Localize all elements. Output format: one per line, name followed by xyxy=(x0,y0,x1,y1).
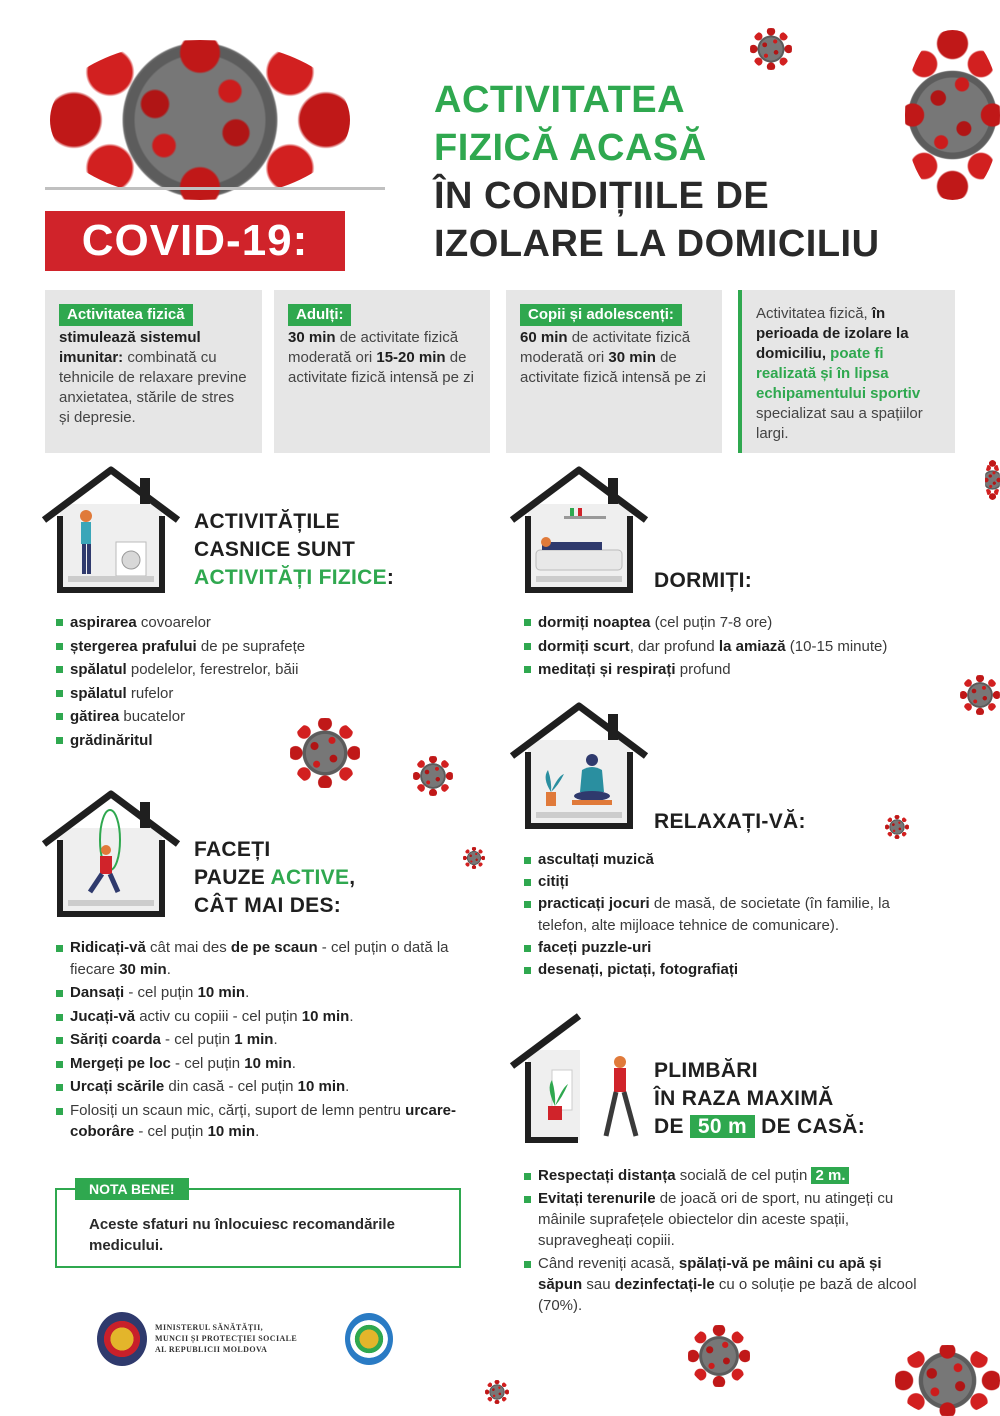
household-title xyxy=(194,508,394,592)
info-text: de activitate fizică intensă pe zi xyxy=(288,349,474,386)
title-divider xyxy=(45,187,385,190)
household-title-line-3: ACTIVITĂȚI FIZICE xyxy=(194,566,387,589)
info-text: specializat sau a spațiilor largi. xyxy=(756,405,923,442)
virus-illustration-bottom-right xyxy=(895,1345,1000,1416)
list-item: Ridicați-vă cât mai des de pe scaun - cel puțin o dată la fiecare 30 min. xyxy=(56,937,461,980)
list-item: gătirea bucatelor xyxy=(56,705,456,729)
household-list xyxy=(56,611,456,752)
house-icon-sleep xyxy=(508,464,650,594)
ministry-line-3: AL REPUBLICII MOLDOVA xyxy=(155,1345,268,1354)
sleep-list xyxy=(524,611,964,682)
list-item: ascultați muzică xyxy=(524,849,934,871)
sleep-title: DORMIȚI: xyxy=(654,569,753,592)
list-item: aspirarea covoarelor xyxy=(56,611,456,635)
title-line-2: FIZICĂ ACASĂ xyxy=(434,127,707,169)
ministry-name xyxy=(155,1322,325,1355)
household-title-colon: : xyxy=(386,566,395,589)
list-item: Când reveniți acasă, spălați-vă pe mâini cu apă și săpun sau dezinfectați-le cu o soluție pe bază de alcool (70%). xyxy=(524,1253,924,1316)
virus-illustration-mid-2 xyxy=(413,756,453,796)
walks-title xyxy=(654,1057,865,1141)
info-bold: stimulează sistemul imunitar: xyxy=(59,329,201,366)
info-text: combinată cu tehnicile de relaxare previne anxietatea, stările de stres și depresie. xyxy=(59,349,247,426)
nota-bene-text: Aceste sfaturi nu înlocuiesc recomandările medicului. xyxy=(89,1216,395,1254)
house-icon-household xyxy=(40,464,182,594)
info-box-children xyxy=(506,290,722,453)
list-item: dormiți noaptea (cel puțin 7-8 ore) xyxy=(524,611,964,635)
list-item: desenați, pictați, fotografiați xyxy=(524,959,934,981)
info-text: de activitate fizică moderată ori xyxy=(288,329,459,366)
house-icon-active-breaks xyxy=(40,788,182,918)
household-title-line-1: ACTIVITĂȚILE xyxy=(194,510,340,533)
active-breaks-list xyxy=(56,937,461,1143)
info-tag: Copii și adolescenți: xyxy=(520,304,682,326)
ministry-line-2: MUNCII ȘI PROTECȚIEI SOCIALE xyxy=(155,1334,298,1343)
info-text: de activitate fizică intensă pe zi xyxy=(520,349,706,386)
breaks-title-line-3: CÂT MAI DES: xyxy=(194,894,342,917)
info-bold: în perioada de izolare la domiciliu, xyxy=(756,305,909,362)
walks-title-line-1: PLIMBĂRI xyxy=(654,1059,758,1082)
virus-illustration-top-left xyxy=(50,40,350,200)
virus-illustration-mid-3 xyxy=(463,847,485,869)
list-item: meditați și respirați profund xyxy=(524,658,964,682)
list-item: practicați jocuri de masă, de societate (în familie, la telefon, alte mijloace tehnice de comunicare). xyxy=(524,893,934,937)
list-item: grădinăritul xyxy=(56,729,456,753)
info-green-text: poate fi realizată și în lipsa echipamentului sportiv xyxy=(756,345,921,402)
info-box-immunity xyxy=(45,290,262,453)
house-icon-walks xyxy=(508,1010,650,1146)
info-bold: 30 min xyxy=(288,329,336,346)
moldova-coat-of-arms-icon xyxy=(97,1312,147,1366)
virus-illustration-top-center xyxy=(750,28,792,70)
walks-title-line-2: ÎN RAZA MAXIMĂ xyxy=(654,1087,834,1110)
list-item: spălatul rufelor xyxy=(56,682,456,706)
walks-distance-badge: 50 m xyxy=(690,1115,755,1138)
breaks-title-line-1: FACEȚI xyxy=(194,838,271,861)
title-line-4: IZOLARE LA DOMICILIU xyxy=(434,223,880,265)
info-text: Activitatea fizică, xyxy=(756,305,872,322)
list-item: faceți puzzle-uri xyxy=(524,937,934,959)
walks-title-line-3a: DE xyxy=(654,1115,690,1138)
list-item: dormiți scurt, dar profund la amiază (10-15 minute) xyxy=(524,635,964,659)
info-tag: Adulți: xyxy=(288,304,351,326)
agency-logo-icon xyxy=(345,1313,393,1365)
active-breaks-title xyxy=(194,836,355,920)
list-item: spălatul podelelor, ferestrelor, băii xyxy=(56,658,456,682)
info-box-adults xyxy=(274,290,490,453)
list-item: citiți xyxy=(524,871,934,893)
info-bold: 60 min xyxy=(520,329,568,346)
covid-label: COVID-19: xyxy=(45,211,345,271)
relax-list xyxy=(524,849,934,981)
virus-illustration-right-2 xyxy=(885,815,909,839)
virus-illustration-bottom-1 xyxy=(688,1325,750,1387)
walks-title-line-3c: DE CASĂ: xyxy=(755,1115,866,1138)
info-bold: 30 min xyxy=(608,349,656,366)
house-icon-relax xyxy=(508,700,650,830)
list-item: Respectați distanța socială de cel puțin 2 m. xyxy=(524,1165,924,1186)
breaks-title-line-2b: ACTIVE xyxy=(270,866,350,889)
info-text: de activitate fizică moderată ori xyxy=(520,329,691,366)
list-item: Jucați-vă activ cu copiii - cel puțin 10 min. xyxy=(56,1006,461,1028)
breaks-title-line-2a: PAUZE xyxy=(194,866,271,889)
virus-illustration-right-1 xyxy=(960,675,1000,715)
breaks-title-line-2c: , xyxy=(349,866,356,889)
household-title-line-2: CASNICE SUNT xyxy=(194,538,356,561)
list-item: Urcați scările din casă - cel puțin 10 min. xyxy=(56,1076,461,1098)
list-item: Dansați - cel puțin 10 min. xyxy=(56,982,461,1004)
info-tag: Activitatea fizică xyxy=(59,304,193,326)
list-item: Mergeți pe loc - cel puțin 10 min. xyxy=(56,1053,461,1075)
list-item: ștergerea prafului de pe suprafețe xyxy=(56,635,456,659)
walks-list xyxy=(524,1165,924,1316)
virus-illustration-right-3 xyxy=(985,460,1000,500)
ministry-line-1: MINISTERUL SĂNĂTĂȚII, xyxy=(155,1323,263,1332)
nota-bene-box xyxy=(55,1181,461,1268)
virus-illustration-bottom-2 xyxy=(485,1380,509,1404)
title-line-1: ACTIVITATEA xyxy=(434,79,686,121)
info-box-isolation xyxy=(738,290,955,453)
nota-bene-tag: NOTA BENE! xyxy=(75,1178,189,1200)
list-item: Evitați terenurile de joacă ori de sport, nu atingeți cu mâinile suprafețele obiectelor din aceste spații, supravegheați copiii. xyxy=(524,1188,924,1251)
relax-title: RELAXAȚI-VĂ: xyxy=(654,810,806,833)
page-title xyxy=(434,76,934,268)
list-item: Folosiți un scaun mic, cărți, suport de lemn pentru urcare-coborâre - cel puțin 10 min. xyxy=(56,1100,461,1143)
info-bold: 15-20 min xyxy=(376,349,446,366)
title-line-3: ÎN CONDIȚIILE DE xyxy=(434,175,770,217)
list-item: Săriți coarda - cel puțin 1 min. xyxy=(56,1029,461,1051)
